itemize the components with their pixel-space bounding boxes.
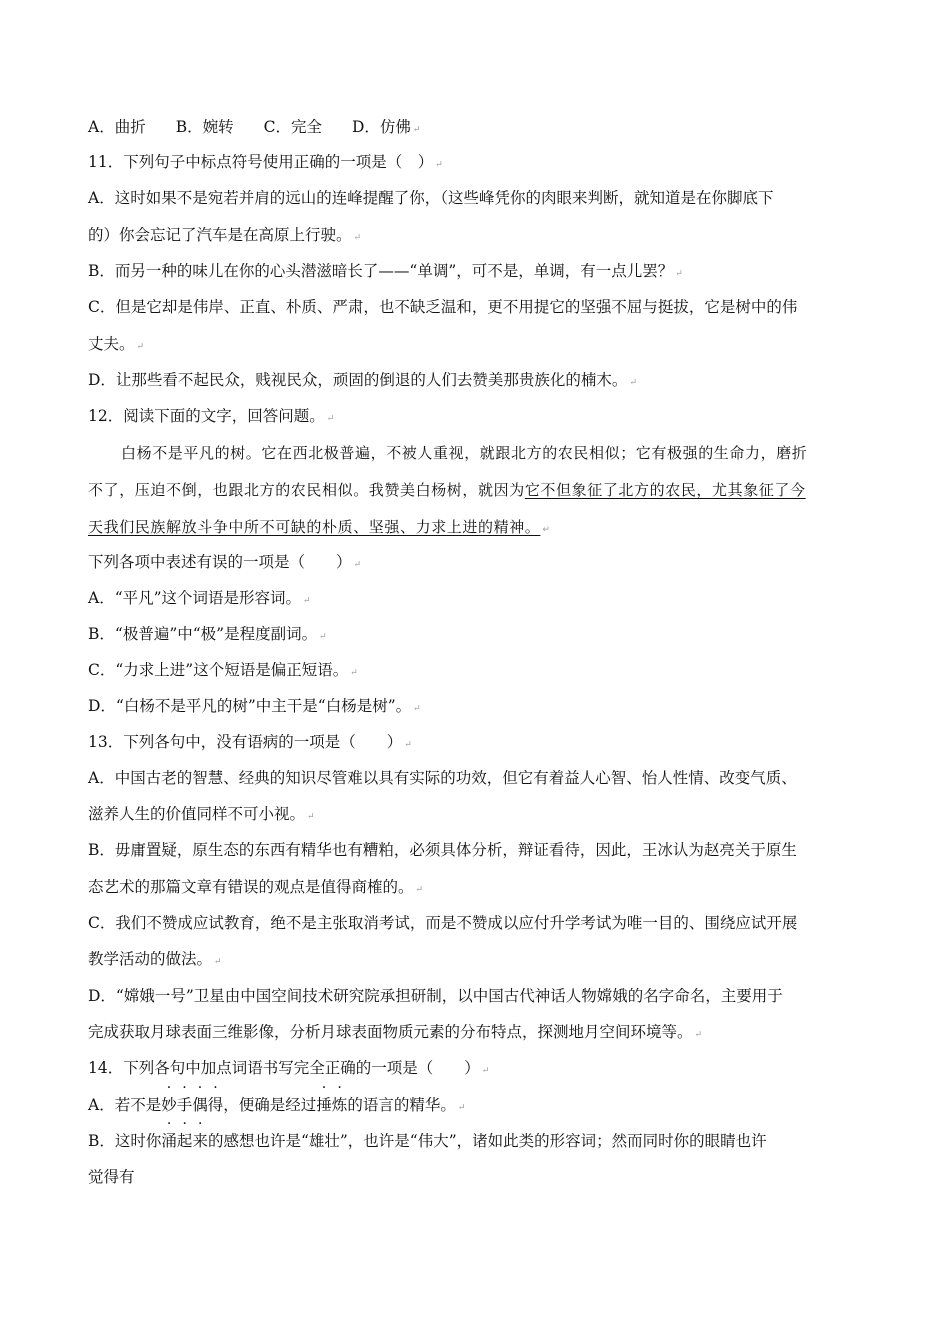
dotted-char: 起 [176, 1132, 193, 1150]
q14-option-b: B．这时你涌起来的感想也许是“雄壮”，也许是“伟大”，诸如此类的形容词；然而同时你的眼睛也许 [88, 1132, 767, 1150]
q13-option-a-cont: 滋养人生的价值同样不可小视。 ↵ [88, 805, 315, 823]
q12-passage-line-2: 不了，压迫不倒，也跟北方的农民相似。我赞美白杨树，就因为它不但象征了北方的农民，尤其象征了今 [88, 481, 806, 499]
q12-stem: 12．阅读下面的文字，回答问题。 ↵ [88, 407, 335, 425]
q12-option-b: B．“极普遍”中“极”是程度副词。 ↵ [88, 625, 327, 643]
q12-question: 下列各项中表述有误的一项是（ ） ↵ [88, 553, 362, 571]
q10-option-a: A．曲折 [88, 118, 146, 136]
q13-option-a: A．中国古老的智慧、经典的知识尽管难以具有实际的功效，但它有着益人心智、怡人性情、改变气质、 [88, 769, 797, 787]
q13-option-d: D．“嫦娥一号”卫星由中国空间技术研究院承担研制，以中国古代神话人物嫦娥的名字命名，主要用于 [88, 987, 783, 1005]
q14-option-a: A．若不是妙手偶得，便确是经过捶炼的语言的精华。 ↵ [88, 1096, 466, 1114]
dotted-char: 妙 [161, 1096, 177, 1114]
q11-option-a: A．这时如果不是宛若并肩的远山的连峰提醒了你，（这些峰凭你的肉眼来判断，就知道是在你脚底下 [88, 189, 774, 207]
q11-option-b: B．而另一种的味儿在你的心头潜滋暗长了——“单调”，可不是，单调，有一点儿罢？ ↵ [88, 262, 683, 280]
q12-passage-line-1: 白杨不是平凡的树。它在西北极普遍，不被人重视，就跟北方的农民相似；它有极强的生命力，磨折 [121, 444, 808, 462]
dotted-char: 得 [207, 1096, 224, 1114]
dotted-char: 来 [192, 1132, 208, 1150]
q13-option-b-cont: 态艺术的那篇文章有错误的观点是值得商榷的。 ↵ [88, 878, 424, 896]
dotted-char: 涌 [161, 1132, 177, 1150]
q13-option-b: B．毋庸置疑，原生态的东西有精华也有糟粕，必须具体分析，辩证看待，因此，王冰认为赵亮关于原生 [88, 841, 797, 859]
q14-option-b-cont: 觉得有 [88, 1168, 135, 1186]
underlined-text: 它不但象征了北方的农民，尤其象征了今 [524, 481, 806, 499]
q10-option-b: B．婉转 [175, 118, 234, 136]
dotted-char: 炼 [331, 1096, 348, 1114]
q13-stem: 13．下列各句中，没有语病的一项是（ ） ↵ [88, 733, 412, 751]
underlined-text: 天我们民族解放斗争中所不可缺的朴质、坚强、力求上进的精神。 [88, 518, 541, 536]
q10-options [88, 116, 420, 141]
dotted-char: 偶 [192, 1096, 208, 1114]
dotted-char: 捶 [316, 1096, 332, 1114]
q13-option-c: C．我们不赞成应试教育，绝不是主张取消考试，而是不赞成以应付升学考试为唯一目的、围绕应试开展 [88, 914, 798, 932]
q10-option-c: C．完全 [263, 118, 322, 136]
q11-option-d: D．让那些看不起民众，贱视民众，顽固的倒退的人们去赞美那贵族化的楠木。 ↵ [88, 371, 637, 389]
q11-option-c: C．但是它却是伟岸、正直、朴质、严肃，也不缺乏温和，更不用提它的坚强不屈与挺拔，它是树中的伟 [88, 298, 798, 316]
q13-option-c-cont: 教学活动的做法。 ↵ [88, 950, 222, 968]
q12-option-c: C．“力求上进”这个短语是偏正短语。 ↵ [88, 661, 358, 679]
q11-stem: 11．下列句子中标点符号使用正确的一项是（ ） ↵ [88, 153, 443, 171]
dotted-char: 手 [176, 1096, 193, 1114]
q11-option-a-cont: 的）你会忘记了汽车是在高原上行驶。 ↵ [88, 226, 362, 244]
q11-option-c-cont: 丈夫。 ↵ [88, 335, 145, 353]
q14-stem: 14．下列各句中加点词语书写完全正确的一项是（ ） ↵ [88, 1059, 490, 1077]
q12-option-a: A．“平凡”这个词语是形容词。 ↵ [88, 589, 311, 607]
paragraph-mark: ↵ [412, 125, 421, 135]
q12-passage-line-3: 天我们民族解放斗争中所不可缺的朴质、坚强、力求上进的精神。 ↵ [88, 518, 551, 536]
q13-option-d-cont: 完成获取月球表面三维影像，分析月球表面物质元素的分布特点，探测地月空间环境等。 ↵ [88, 1023, 703, 1041]
q10-option-d: D．仿佛 [351, 118, 411, 136]
q12-option-d: D．“白杨不是平凡的树”中主干是“白杨是树”。 ↵ [88, 697, 421, 715]
